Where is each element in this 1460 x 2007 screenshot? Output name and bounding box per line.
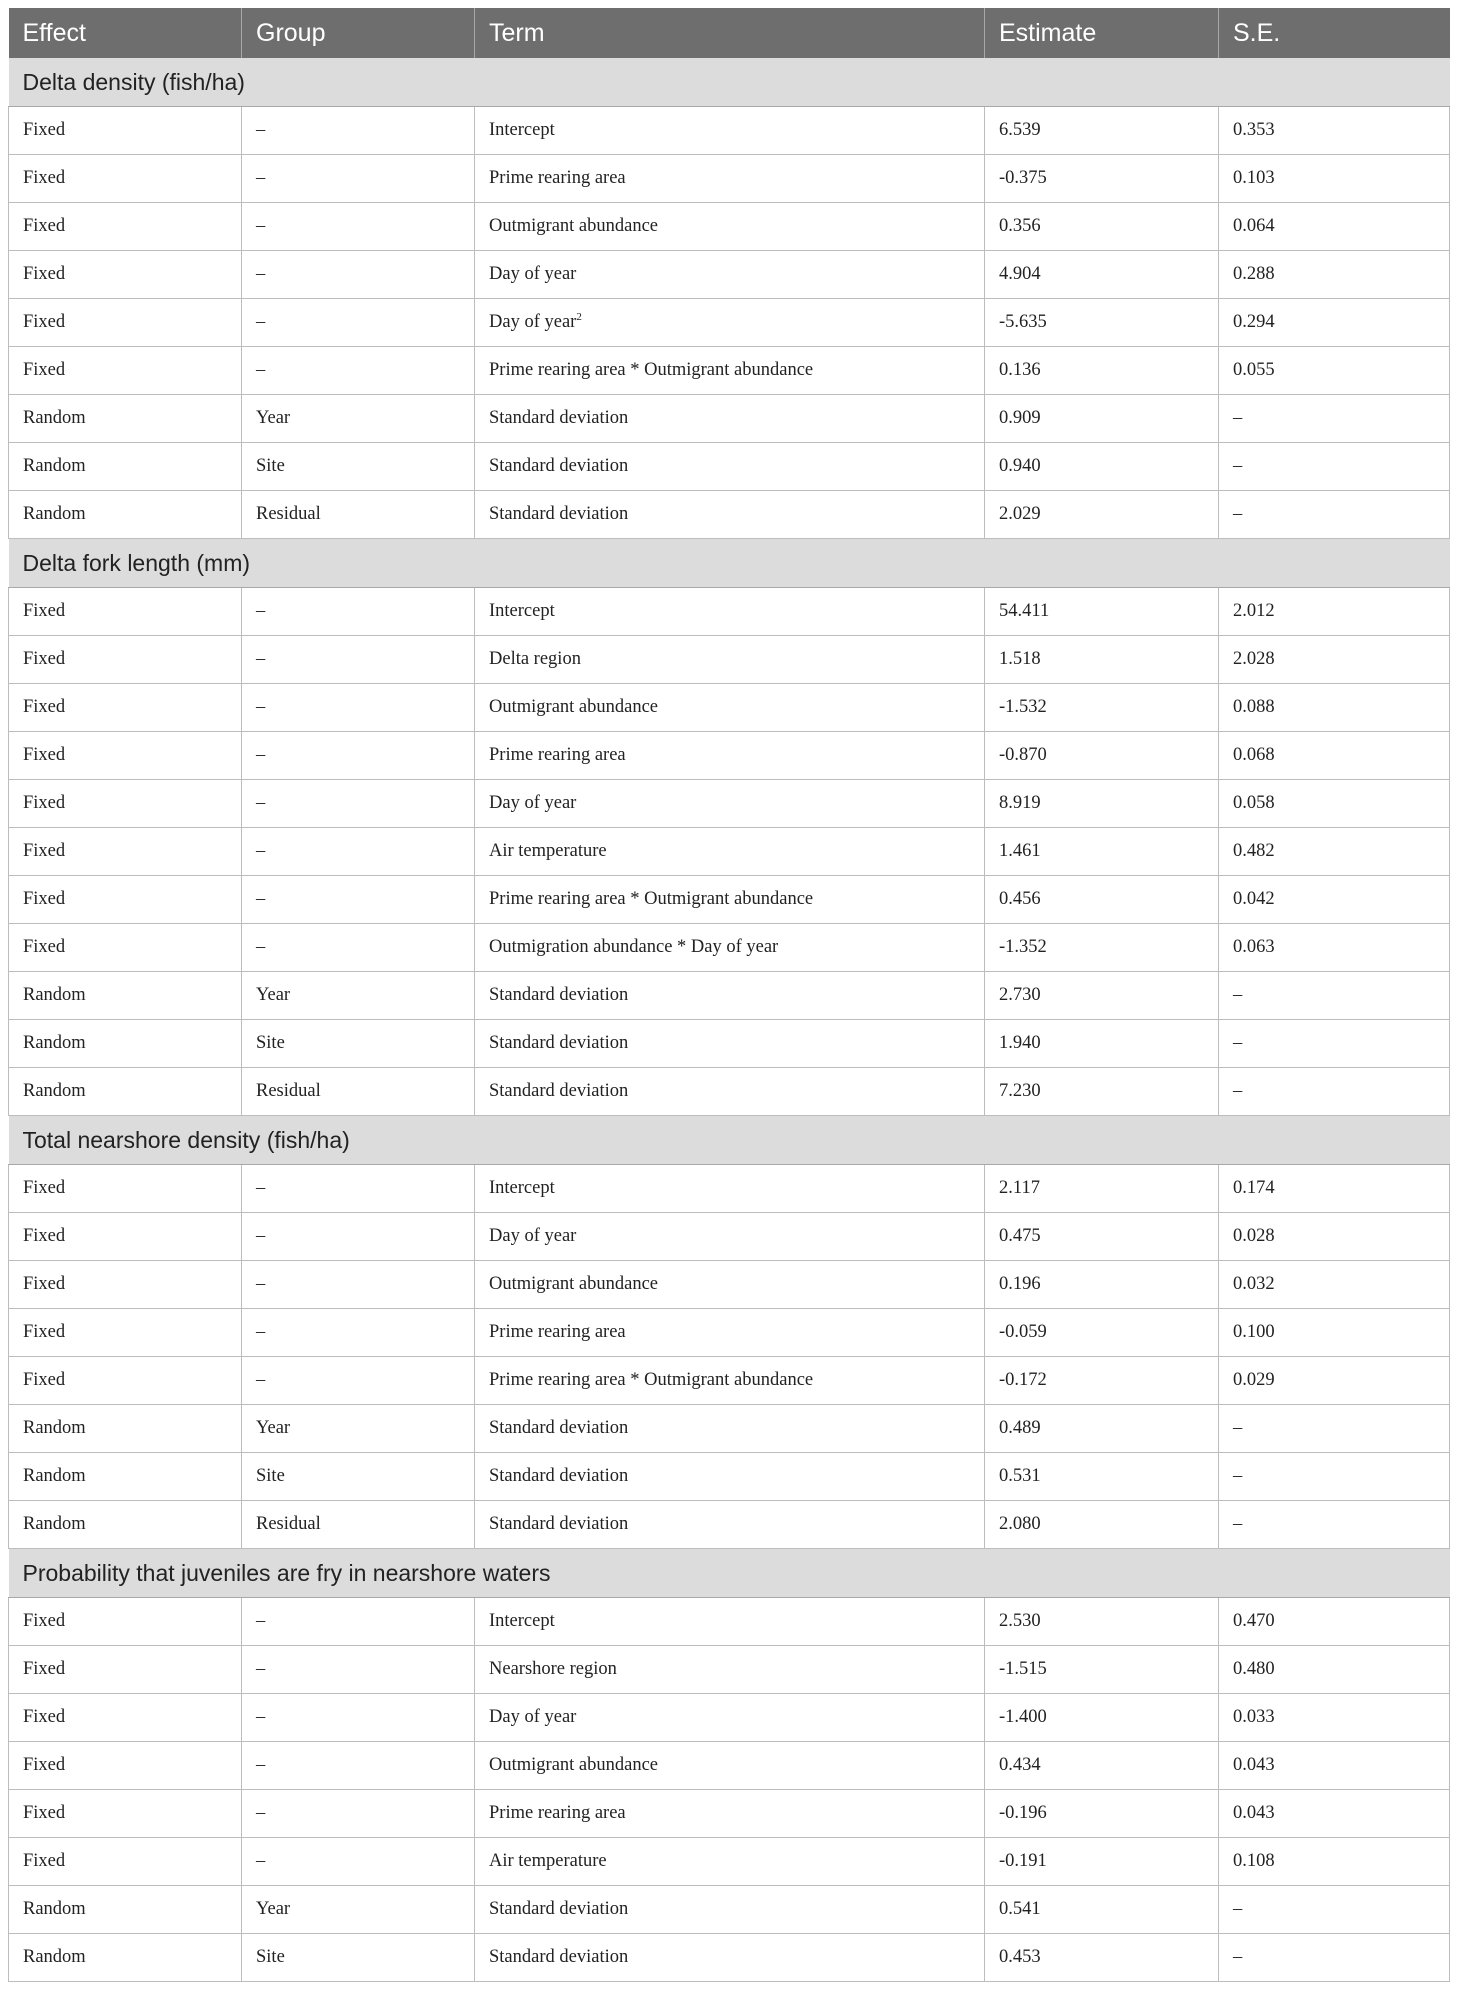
term-cell: Prime rearing area * Outmigrant abundance [475,1357,985,1405]
se-cell: 0.103 [1219,155,1450,203]
effect-cell: Fixed [9,107,242,155]
group-cell: – [242,780,475,828]
se-cell: – [1219,1453,1450,1501]
estimate-cell: 2.730 [985,972,1219,1020]
estimate-cell: 0.541 [985,1886,1219,1934]
term-cell: Outmigrant abundance [475,1742,985,1790]
estimate-cell: 1.940 [985,1020,1219,1068]
header-group: Group [242,8,475,58]
table-row [9,1357,1450,1405]
header-effect: Effect [9,8,242,58]
group-cell: – [242,588,475,636]
estimate-cell: -5.635 [985,299,1219,347]
effect-cell: Random [9,972,242,1020]
effect-cell: Random [9,1934,242,1982]
term-cell: Standard deviation [475,1886,985,1934]
table-row [9,636,1450,684]
estimate-cell: 1.461 [985,828,1219,876]
term-cell: Outmigrant abundance [475,203,985,251]
term-cell: Prime rearing area * Outmigrant abundance [475,876,985,924]
table-row [9,876,1450,924]
term-cell: Standard deviation [475,491,985,539]
estimate-cell: -1.515 [985,1646,1219,1694]
group-cell: – [242,299,475,347]
effect-cell: Random [9,1020,242,1068]
estimate-cell: 4.904 [985,251,1219,299]
estimate-cell: -0.059 [985,1309,1219,1357]
term-cell [475,299,985,347]
group-cell: Site [242,1020,475,1068]
group-cell: – [242,876,475,924]
effect-cell: Fixed [9,1790,242,1838]
term-cell: Day of year [475,1213,985,1261]
estimate-cell: 0.475 [985,1213,1219,1261]
table-row [9,1742,1450,1790]
se-cell: 2.012 [1219,588,1450,636]
term-cell: Outmigration abundance * Day of year [475,924,985,972]
estimate-cell: -1.532 [985,684,1219,732]
estimate-cell: 0.196 [985,1261,1219,1309]
group-cell: – [242,1165,475,1213]
term-cell: Standard deviation [475,1934,985,1982]
table-row [9,972,1450,1020]
table-body [9,58,1450,1982]
table-row [9,924,1450,972]
group-cell: Site [242,443,475,491]
se-cell: 0.064 [1219,203,1450,251]
effect-cell: Fixed [9,1261,242,1309]
term-cell: Prime rearing area [475,1309,985,1357]
group-cell: – [242,1646,475,1694]
table-row [9,1213,1450,1261]
term-cell: Air temperature [475,1838,985,1886]
term-cell: Standard deviation [475,1453,985,1501]
effect-cell: Fixed [9,1309,242,1357]
effect-cell: Random [9,1068,242,1116]
term-cell: Nearshore region [475,1646,985,1694]
term-superscript: 2 [576,311,582,323]
group-cell: – [242,1838,475,1886]
group-cell: – [242,636,475,684]
group-cell: Year [242,972,475,1020]
table-row [9,1309,1450,1357]
estimate-cell: 0.453 [985,1934,1219,1982]
table-row [9,828,1450,876]
term-cell: Air temperature [475,828,985,876]
estimate-cell: 2.080 [985,1501,1219,1549]
estimate-cell: -1.400 [985,1694,1219,1742]
table-row [9,1068,1450,1116]
estimate-cell: 8.919 [985,780,1219,828]
effect-cell: Fixed [9,155,242,203]
table-row [9,1261,1450,1309]
table-row [9,1838,1450,1886]
estimate-cell: 54.411 [985,588,1219,636]
estimate-cell: 0.356 [985,203,1219,251]
term-cell: Standard deviation [475,443,985,491]
estimate-cell: 7.230 [985,1068,1219,1116]
term-cell: Intercept [475,107,985,155]
table-row [9,732,1450,780]
se-cell: 0.068 [1219,732,1450,780]
estimate-cell: -0.196 [985,1790,1219,1838]
group-cell: Residual [242,1501,475,1549]
estimate-cell: -1.352 [985,924,1219,972]
effect-cell: Random [9,1501,242,1549]
se-cell: 0.043 [1219,1790,1450,1838]
section-header-row [9,539,1450,588]
effect-cell: Random [9,443,242,491]
estimate-cell: 2.117 [985,1165,1219,1213]
group-cell: – [242,1261,475,1309]
section-title: Delta fork length (mm) [9,539,1450,588]
effect-cell: Fixed [9,828,242,876]
effect-cell: Random [9,1453,242,1501]
estimate-cell: -0.870 [985,732,1219,780]
effect-cell: Fixed [9,876,242,924]
section-header-row [9,1116,1450,1165]
table-row [9,1165,1450,1213]
group-cell: Residual [242,1068,475,1116]
term-cell: Standard deviation [475,1405,985,1453]
effect-cell: Fixed [9,1165,242,1213]
effect-cell: Fixed [9,780,242,828]
effect-cell: Fixed [9,1646,242,1694]
term-cell: Standard deviation [475,972,985,1020]
term-text: Day of year [489,312,577,332]
term-cell: Standard deviation [475,395,985,443]
header-estimate: Estimate [985,8,1219,58]
section-title: Total nearshore density (fish/ha) [9,1116,1450,1165]
effect-cell: Fixed [9,347,242,395]
effect-cell: Random [9,1405,242,1453]
group-cell: – [242,1790,475,1838]
group-cell: – [242,1309,475,1357]
se-cell: – [1219,1501,1450,1549]
group-cell: – [242,1213,475,1261]
effect-cell: Fixed [9,1213,242,1261]
se-cell: 0.482 [1219,828,1450,876]
group-cell: – [242,347,475,395]
effect-cell: Fixed [9,203,242,251]
header-se: S.E. [1219,8,1450,58]
section-title: Delta density (fish/ha) [9,58,1450,107]
effect-cell: Fixed [9,1742,242,1790]
table-row [9,684,1450,732]
section-header-row [9,1549,1450,1598]
term-cell: Outmigrant abundance [475,684,985,732]
term-cell: Outmigrant abundance [475,1261,985,1309]
se-cell: 0.288 [1219,251,1450,299]
group-cell: – [242,924,475,972]
effect-cell: Fixed [9,1598,242,1646]
se-cell: 0.353 [1219,107,1450,155]
estimate-cell: 0.909 [985,395,1219,443]
term-cell: Delta region [475,636,985,684]
group-cell: – [242,732,475,780]
term-cell: Prime rearing area [475,732,985,780]
group-cell: – [242,107,475,155]
effect-cell: Fixed [9,1694,242,1742]
se-cell: 0.470 [1219,1598,1450,1646]
se-cell: – [1219,972,1450,1020]
term-cell: Intercept [475,1598,985,1646]
se-cell: 0.174 [1219,1165,1450,1213]
table-row [9,1886,1450,1934]
table-row [9,780,1450,828]
group-cell: – [242,203,475,251]
group-cell: Year [242,1886,475,1934]
se-cell: – [1219,1020,1450,1068]
group-cell: Year [242,395,475,443]
header-row [9,8,1450,58]
effect-cell: Fixed [9,299,242,347]
group-cell: – [242,1357,475,1405]
estimate-cell: 1.518 [985,636,1219,684]
table-row [9,107,1450,155]
group-cell: Residual [242,491,475,539]
se-cell: 0.032 [1219,1261,1450,1309]
term-cell: Prime rearing area [475,1790,985,1838]
group-cell: Site [242,1453,475,1501]
table-row [9,1790,1450,1838]
group-cell: – [242,251,475,299]
se-cell: – [1219,1068,1450,1116]
table-row [9,1598,1450,1646]
group-cell: – [242,1742,475,1790]
table-row [9,1453,1450,1501]
se-cell: – [1219,1934,1450,1982]
estimate-cell: 2.029 [985,491,1219,539]
effect-cell: Fixed [9,588,242,636]
table-row [9,1934,1450,1982]
estimate-cell: -0.375 [985,155,1219,203]
group-cell: Year [242,1405,475,1453]
term-cell: Day of year [475,251,985,299]
term-cell: Day of year [475,780,985,828]
estimate-cell: 2.530 [985,1598,1219,1646]
se-cell: 0.088 [1219,684,1450,732]
estimate-cell: 6.539 [985,107,1219,155]
se-cell: – [1219,491,1450,539]
section-header-row [9,58,1450,107]
estimate-cell: 0.489 [985,1405,1219,1453]
group-cell: – [242,1598,475,1646]
effect-cell: Random [9,395,242,443]
group-cell: – [242,828,475,876]
se-cell: 0.108 [1219,1838,1450,1886]
effect-cell: Fixed [9,684,242,732]
se-cell: 2.028 [1219,636,1450,684]
table-row [9,347,1450,395]
table-row [9,395,1450,443]
effect-cell: Fixed [9,1357,242,1405]
model-results-table [8,8,1450,1982]
term-cell: Standard deviation [475,1068,985,1116]
estimate-cell: 0.434 [985,1742,1219,1790]
table-row [9,443,1450,491]
estimate-cell: 0.940 [985,443,1219,491]
se-cell: 0.033 [1219,1694,1450,1742]
effect-cell: Fixed [9,1838,242,1886]
term-cell: Intercept [475,588,985,636]
se-cell: 0.294 [1219,299,1450,347]
table-row [9,203,1450,251]
section-title: Probability that juveniles are fry in nearshore waters [9,1549,1450,1598]
se-cell: 0.055 [1219,347,1450,395]
term-cell: Standard deviation [475,1020,985,1068]
term-cell: Prime rearing area [475,155,985,203]
group-cell: Site [242,1934,475,1982]
term-cell: Day of year [475,1694,985,1742]
estimate-cell: 0.456 [985,876,1219,924]
term-cell: Intercept [475,1165,985,1213]
header-term: Term [475,8,985,58]
se-cell: 0.042 [1219,876,1450,924]
se-cell: 0.100 [1219,1309,1450,1357]
estimate-cell: -0.172 [985,1357,1219,1405]
se-cell: 0.043 [1219,1742,1450,1790]
se-cell: – [1219,1886,1450,1934]
table-row [9,299,1450,347]
se-cell: 0.480 [1219,1646,1450,1694]
term-cell: Standard deviation [475,1501,985,1549]
estimate-cell: -0.191 [985,1838,1219,1886]
group-cell: – [242,1694,475,1742]
table-row [9,1020,1450,1068]
table-row [9,155,1450,203]
estimate-cell: 0.531 [985,1453,1219,1501]
table-row [9,588,1450,636]
se-cell: – [1219,395,1450,443]
effect-cell: Fixed [9,732,242,780]
se-cell: 0.028 [1219,1213,1450,1261]
se-cell: 0.058 [1219,780,1450,828]
effect-cell: Random [9,1886,242,1934]
term-cell: Prime rearing area * Outmigrant abundance [475,347,985,395]
group-cell: – [242,155,475,203]
se-cell: – [1219,443,1450,491]
table-row [9,491,1450,539]
table-row [9,251,1450,299]
effect-cell: Fixed [9,636,242,684]
se-cell: – [1219,1405,1450,1453]
se-cell: 0.063 [1219,924,1450,972]
table-row [9,1646,1450,1694]
table-row [9,1501,1450,1549]
estimate-cell: 0.136 [985,347,1219,395]
group-cell: – [242,684,475,732]
se-cell: 0.029 [1219,1357,1450,1405]
table-row [9,1405,1450,1453]
effect-cell: Fixed [9,924,242,972]
effect-cell: Fixed [9,251,242,299]
table-row [9,1694,1450,1742]
effect-cell: Random [9,491,242,539]
table-header [9,8,1450,58]
results-table-container [8,8,1449,1982]
